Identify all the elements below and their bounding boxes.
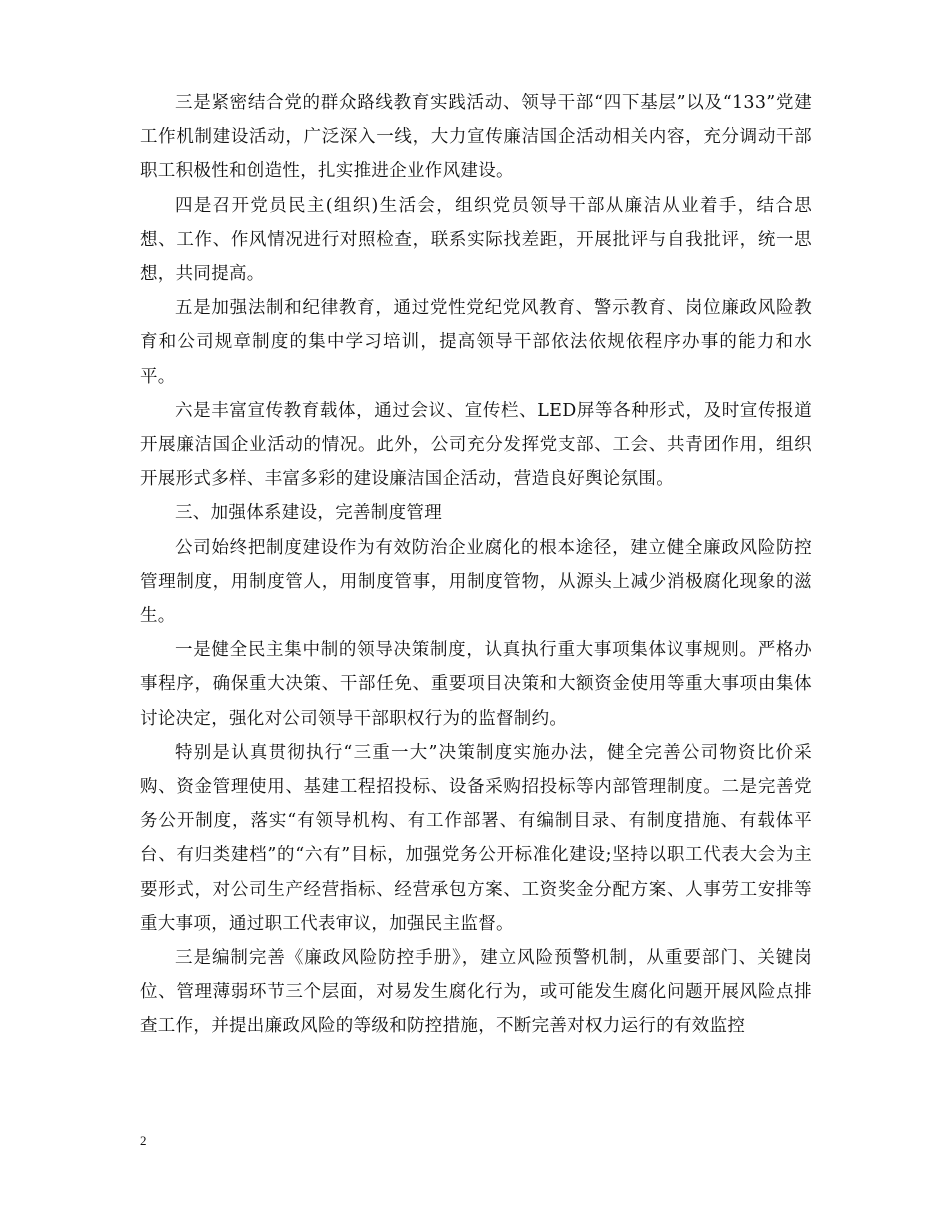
paragraph-3: 五是加强法制和纪律教育，通过党性党纪党风教育、警示教育、岗位廉政风险教育和公司规章制度的集中学习培训，提高领导干部依法依规依程序办事的能力和水平。 (140, 298, 812, 387)
paragraph-1: 三是紧密结合党的群众路线教育实践活动、领导干部“四下基层”以及“133”党建工作机制建设活动，广泛深入一线，大力宣传廉洁国企活动相关内容，充分调动干部职工积极性和创造性，扎实推进企业作风建设。 (140, 93, 812, 182)
paragraph-7: 特别是认真贯彻执行“三重一大”决策制度实施办法，健全完善公司物资比价采购、资金管理使用、基建工程招投标、设备采购招投标等内部管理制度。二是完善党务公开制度，落实“有领导机构、有工作部署、有编制目录、有制度措施、有载体平台、有归类建档”的“六有”目标，加强党务公开标准化建设;坚持以职工代表大会为主要形式，对公司生产经营指标、经营承包方案、工资奖金分配方案、人事劳工安排等重大事项，通过职工代表审议，加强民主监督。 (140, 742, 812, 934)
paragraph-4: 六是丰富宣传教育载体，通过会议、宣传栏、LED屏等各种形式，及时宣传报道开展廉洁国企业活动的情况。此外，公司充分发挥党支部、工会、共青团作用，组织开展形式多样、丰富多彩的建设廉洁国企活动，营造良好舆论氛围。 (140, 400, 812, 490)
paragraph-5: 公司始终把制度建设作为有效防治企业腐化的根本途径，建立健全廉政风险防控管理制度，用制度管人，用制度管事，用制度管物，从源头上减少消极腐化现象的滋生。 (140, 537, 812, 627)
paragraph-2: 四是召开党员民主(组织)生活会，组织党员领导干部从廉洁从业着手，结合思想、工作、作风情况进行对照检查，联系实际找差距，开展批评与自我批评，统一思想，共同提高。 (140, 195, 812, 285)
section-heading: 三、加强体系建设，完善制度管理 (175, 503, 442, 524)
paragraph-8: 三是编制完善《廉政风险防控手册》，建立风险预警机制，从重要部门、关键岗位、管理薄弱环节三个层面，对易发生腐化行为，或可能发生腐化问题开展风险点排查工作，并提出廉政风险的等级和防控措施，不断完善对权力运行的有效监控 (140, 948, 812, 1037)
paragraph-6: 一是健全民主集中制的领导决策制度，认真执行重大事项集体议事规则。严格办事程序，确保重大决策、干部任免、重要项目决策和大额资金使用等重大事项由集体讨论决定，强化对公司领导干部职权行为的监督制约。 (140, 640, 812, 729)
body-text (140, 86, 812, 1044)
page-number: 2 (140, 1133, 147, 1148)
